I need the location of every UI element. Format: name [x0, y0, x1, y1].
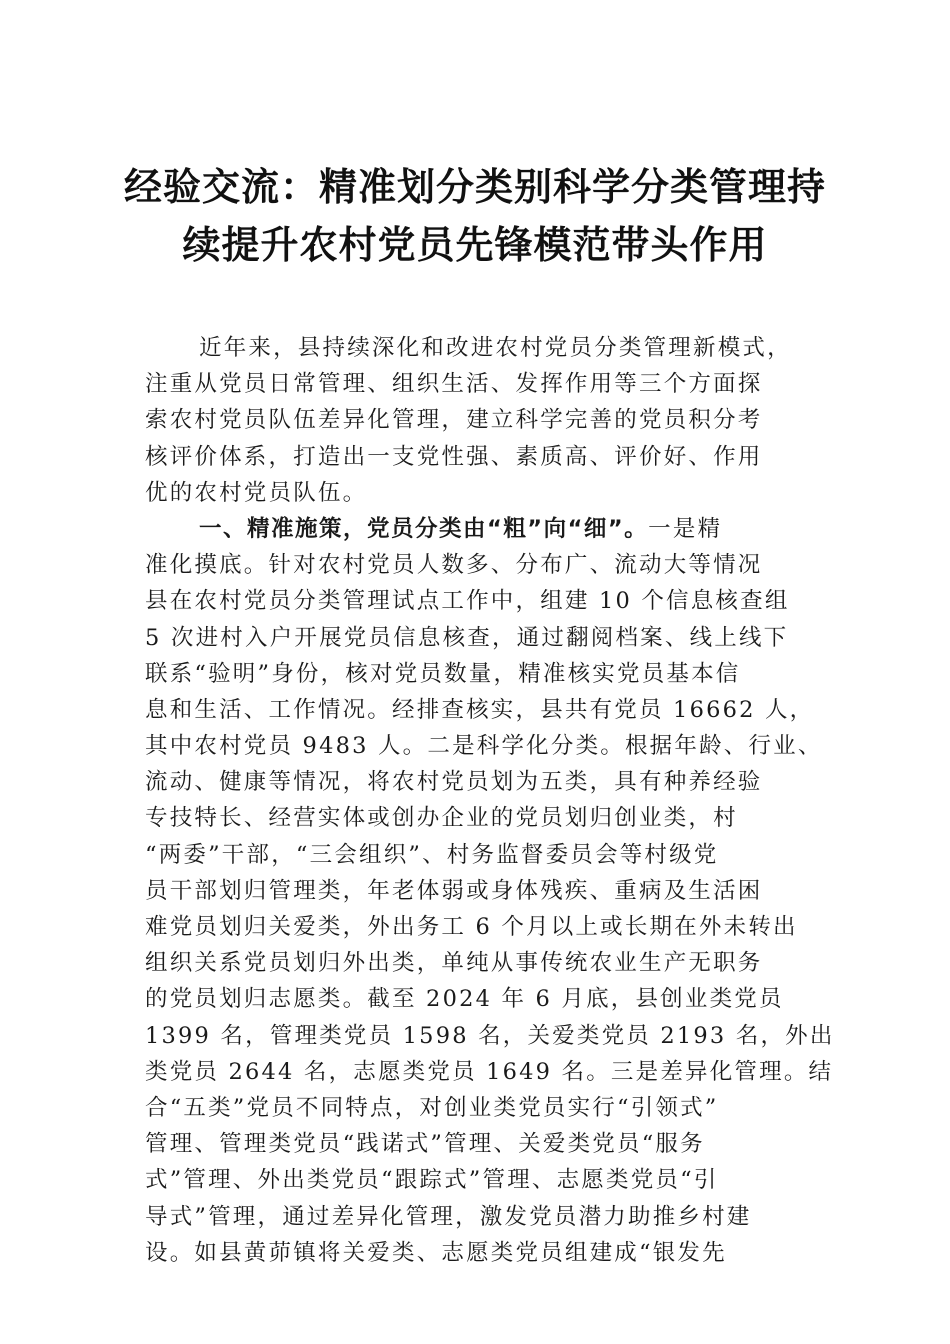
- title-line: 经验交流：精准划分类别科学分类管理持: [123, 165, 826, 209]
- paragraph-line: 难党员划归关爱类，外出务工 6 个月以上或长期在外未转出: [145, 914, 798, 940]
- paragraph-line: 核评价体系，打造出一支党性强、素质高、评价好、作用: [145, 443, 763, 470]
- paragraph-line: 导式”管理，通过差异化管理，激发党员潜力助推乡村建: [145, 1203, 752, 1230]
- paragraph-line: 息和生活、工作情况。经排查核实，县共有党员 16662 人，: [145, 696, 815, 723]
- paragraph-line: 注重从党员日常管理、组织生活、发挥作用等三个方面探: [145, 371, 763, 398]
- paragraph-line: 流动、健康等情况，将农村党员划为五类，具有种养经验: [145, 769, 763, 796]
- paragraph-line: 专技特长、经营实体或创办企业的党员划归创业类，村: [145, 805, 738, 832]
- paragraph-line: 设。如县黄茆镇将关爱类、志愿类党员组建成“银发先: [145, 1239, 727, 1266]
- paragraph-line: 索农村党员队伍差异化管理，建立科学完善的党员积分考: [145, 407, 763, 434]
- section-heading: 一、精准施策，党员分类由“粗”向“细”。: [199, 515, 649, 542]
- paragraph-text: 一是精: [648, 515, 723, 542]
- paragraph-line: 管理、管理类党员“践诺式”管理、关爱类党员“服务: [145, 1131, 705, 1158]
- section-heading-line: [145, 511, 835, 547]
- paragraph-line: 合“五类”党员不同特点，对创业类党员实行“引领式”: [145, 1094, 719, 1121]
- paragraph-line: 联系“验明”身份，核对党员数量，精准核实党员基本信: [145, 660, 741, 687]
- paragraph-line: 县在农村党员分类管理试点工作中，组建 10 个信息核查组: [145, 588, 790, 615]
- paragraph-line: 类党员 2644 名，志愿类党员 1649 名。三是差异化管理。结: [145, 1058, 834, 1085]
- paragraph-line: 的党员划归志愿类。截至 2024 年 6 月底，县创业类党员: [145, 986, 784, 1013]
- paragraph-line: 5 次进村入户开展党员信息核查，通过翻阅档案、线上线下: [145, 624, 789, 651]
- paragraph-line: 式”管理、外出类党员“跟踪式”管理、志愿类党员“引: [145, 1167, 719, 1194]
- document-body: [145, 330, 835, 1271]
- title-line: 续提升农村党员先锋模范带头作用: [182, 223, 768, 267]
- paragraph-line: 员干部划归管理类，年老体弱或身体残疾、重病及生活困: [145, 877, 763, 904]
- paragraph-line: 组织关系党员划归外出类，单纯从事传统农业生产无职务: [145, 950, 763, 977]
- paragraph-line: 1399 名，管理类党员 1598 名，关爱类党员 2193 名，外出: [145, 1022, 835, 1049]
- paragraph-line: 近年来，县持续深化和改进农村党员分类管理新模式，: [199, 335, 792, 361]
- paragraph-line: 其中农村党员 9483 人。二是科学化分类。根据年龄、行业、: [145, 733, 823, 760]
- paragraph-line: 优的农村党员队伍。: [145, 479, 368, 506]
- paragraph-line: “两委”干部，“三会组织”、村务监督委员会等村级党: [145, 841, 719, 868]
- paragraph-line: 准化摸底。针对农村党员人数多、分布广、流动大等情况: [145, 552, 763, 579]
- document-title: [120, 158, 830, 274]
